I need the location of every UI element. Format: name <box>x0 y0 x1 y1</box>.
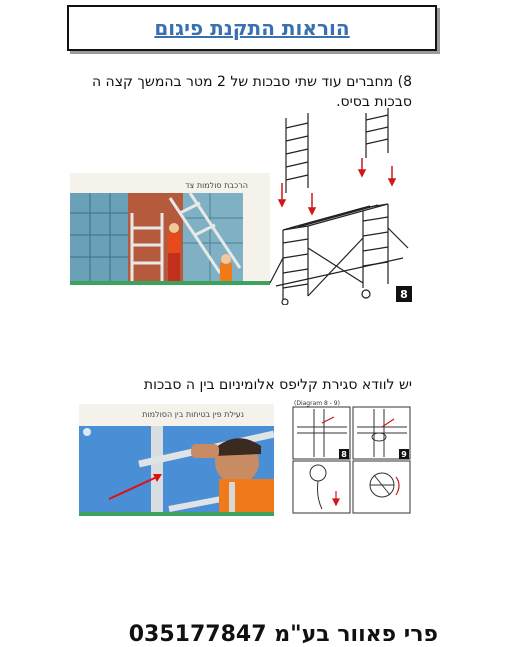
clip-panel-number-9: 9 <box>401 450 407 459</box>
clip-photo <box>79 404 274 516</box>
clip-photo-caption: נעילת פין בטיחות בין הסולמות <box>142 410 244 419</box>
page-title: הוראות התקנת פיגום <box>154 16 350 40</box>
clip-instruction: יש לוודא סגירת קליפס אלומיניום בין ה סבכות <box>143 377 412 393</box>
clip-panel-number-8: 8 <box>341 450 347 459</box>
title-box <box>67 5 437 51</box>
step8-diagram <box>268 108 413 305</box>
footer-company: פרי פאוור בע"מ 035177847 <box>128 622 438 647</box>
step8-photo-caption: הרכבת סולמות צד <box>185 181 248 190</box>
clip-diagram-header: (Diagram 8 - 9) <box>294 400 340 407</box>
clip-diagram <box>292 397 412 514</box>
step8-instruction: 8) מחברים עוד שתי סבכות של 2 מטר בהמשך קצה ה סבכות בסיס. <box>91 74 412 110</box>
step8-photo <box>70 173 270 285</box>
step8-diagram-number: 8 <box>400 288 408 301</box>
